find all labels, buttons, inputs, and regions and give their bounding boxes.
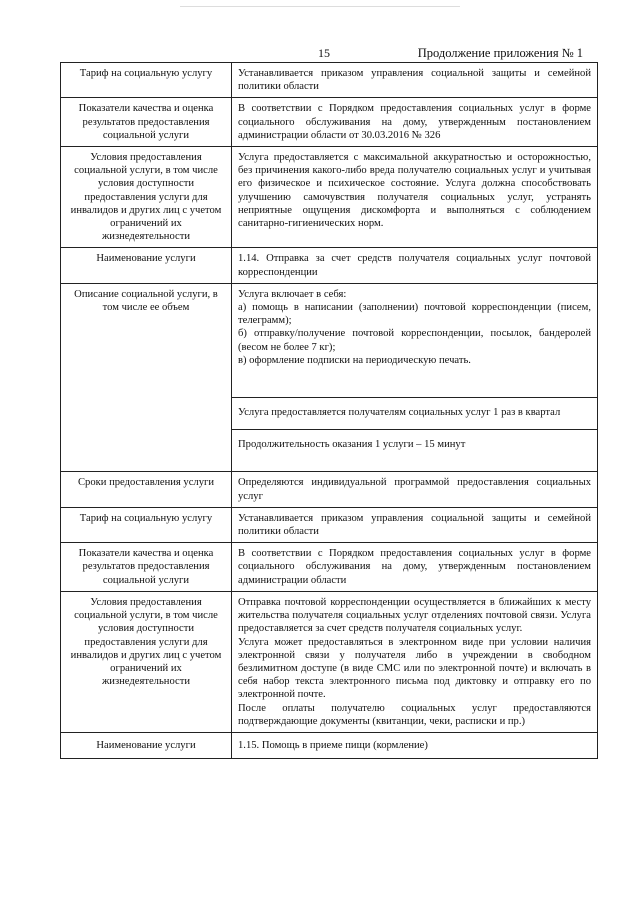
row-value: Устанавливается приказом управления социальной защиты и семейной политики области — [232, 63, 598, 98]
row-value: Услуга предоставляется с максимальной аккуратностью и осторожностью, без причинения какого-либо вреда получателю социальных услуг и учитывая его физическое и психическое состояние. Услуга должна способствовать улучшению самочувствия получателя социальных услуг, устранять неприятные ощущения дискомфорта и выполняться с соблюдением санитарно-гигиенических норм. — [232, 147, 598, 248]
table-row — [61, 543, 598, 592]
table-row — [61, 63, 598, 98]
table-row — [61, 472, 598, 507]
row-label: Условия предоставления социальной услуги, в том числе условия доступности предоставления услуги для инвалидов и других лиц с учетом ограничений их жизнедеятельности — [61, 147, 232, 248]
table-row — [61, 507, 598, 542]
table-row — [61, 248, 598, 283]
row-label: Наименование услуги — [61, 248, 232, 283]
row-value: 1.15. Помощь в приеме пищи (кормление) — [232, 732, 598, 758]
table-row — [61, 283, 598, 472]
row-value: Определяются индивидуальной программой предоставления социальных услуг — [232, 472, 598, 507]
row-label: Наименование услуги — [61, 732, 232, 758]
service-frequency — [232, 398, 597, 430]
row-value: В соответствии с Порядком предоставления социальных услуг в форме социального обслуживания на дому, утвержденным постановлением администрации области — [232, 543, 598, 592]
continuation-note: Продолжение приложения № 1 — [417, 46, 583, 60]
description-line: а) помощь в написании (заполнении) почтовой корреспонденции (писем, телеграмм); — [238, 302, 591, 327]
row-label: Сроки предоставления услуги — [61, 472, 232, 507]
description-line: Услуга включает в себя: — [238, 288, 347, 300]
service-duration — [232, 430, 597, 471]
row-label: Условия предоставления социальной услуги, в том числе условия доступности предоставления услуги для инвалидов и других лиц с учетом ограничений их жизнедеятельности — [61, 591, 232, 732]
row-label: Описание социальной услуги, в том числе ее объем — [61, 283, 232, 472]
row-value: 1.14. Отправка за счет средств получателя социальных услуг почтовой корреспонденции — [232, 248, 598, 283]
row-value: Устанавливается приказом управления социальной защиты и семейной политики области — [232, 507, 598, 542]
row-label: Показатели качества и оценка результатов предоставления социальной услуги — [61, 543, 232, 592]
row-value — [232, 283, 598, 472]
condition-line: Отправка почтовой корреспонденции осуществляется в ближайших к месту жительства получателя социальных услуг отделениях почтовой связи. Услуга предоставляется за счет средств получателя социальных услуг. — [238, 596, 591, 635]
page-number: 15 — [318, 46, 330, 60]
row-value — [232, 591, 598, 732]
service-table — [60, 62, 598, 759]
row-label: Тариф на социальную услугу — [61, 507, 232, 542]
description-line: б) отправку/получение почтовой корреспонденции, посылок, бандеролей (весом не более 7 кг); — [238, 328, 591, 353]
table-row — [61, 147, 598, 248]
duration-text: Продолжительность оказания 1 услуги – 15 минут — [238, 439, 466, 451]
table-row — [61, 732, 598, 758]
row-label: Тариф на социальную услугу — [61, 63, 232, 98]
page-header — [0, 46, 639, 62]
row-label: Показатели качества и оценка результатов предоставления социальной услуги — [61, 98, 232, 147]
table-row — [61, 98, 598, 147]
row-value: В соответствии с Порядком предоставления социальных услуг в форме социального обслуживания на дому, утвержденным постановлением администрации области от 30.03.2016 № 326 — [232, 98, 598, 147]
condition-line: Услуга может предоставляться в электронном виде при условии наличия электронной связи у получателя либо в учреждении в свободном безлимитном доступе (в виде СМС или по электронной почте) и включать в себя набор текста электронного письма под диктовку и отправку его по электронной почте. — [238, 636, 591, 701]
scan-artifact — [180, 6, 460, 7]
frequency-text: Услуга предоставляется получателям социальных услуг 1 раз в квартал — [238, 407, 561, 419]
description-line: в) оформление подписки на периодическую печать. — [238, 354, 471, 366]
service-description — [232, 284, 597, 398]
table-row — [61, 591, 598, 732]
condition-line: После оплаты получателю социальных услуг предоставляются подтверждающие документы (квитанции, чеки, расписки и пр.) — [238, 702, 591, 727]
